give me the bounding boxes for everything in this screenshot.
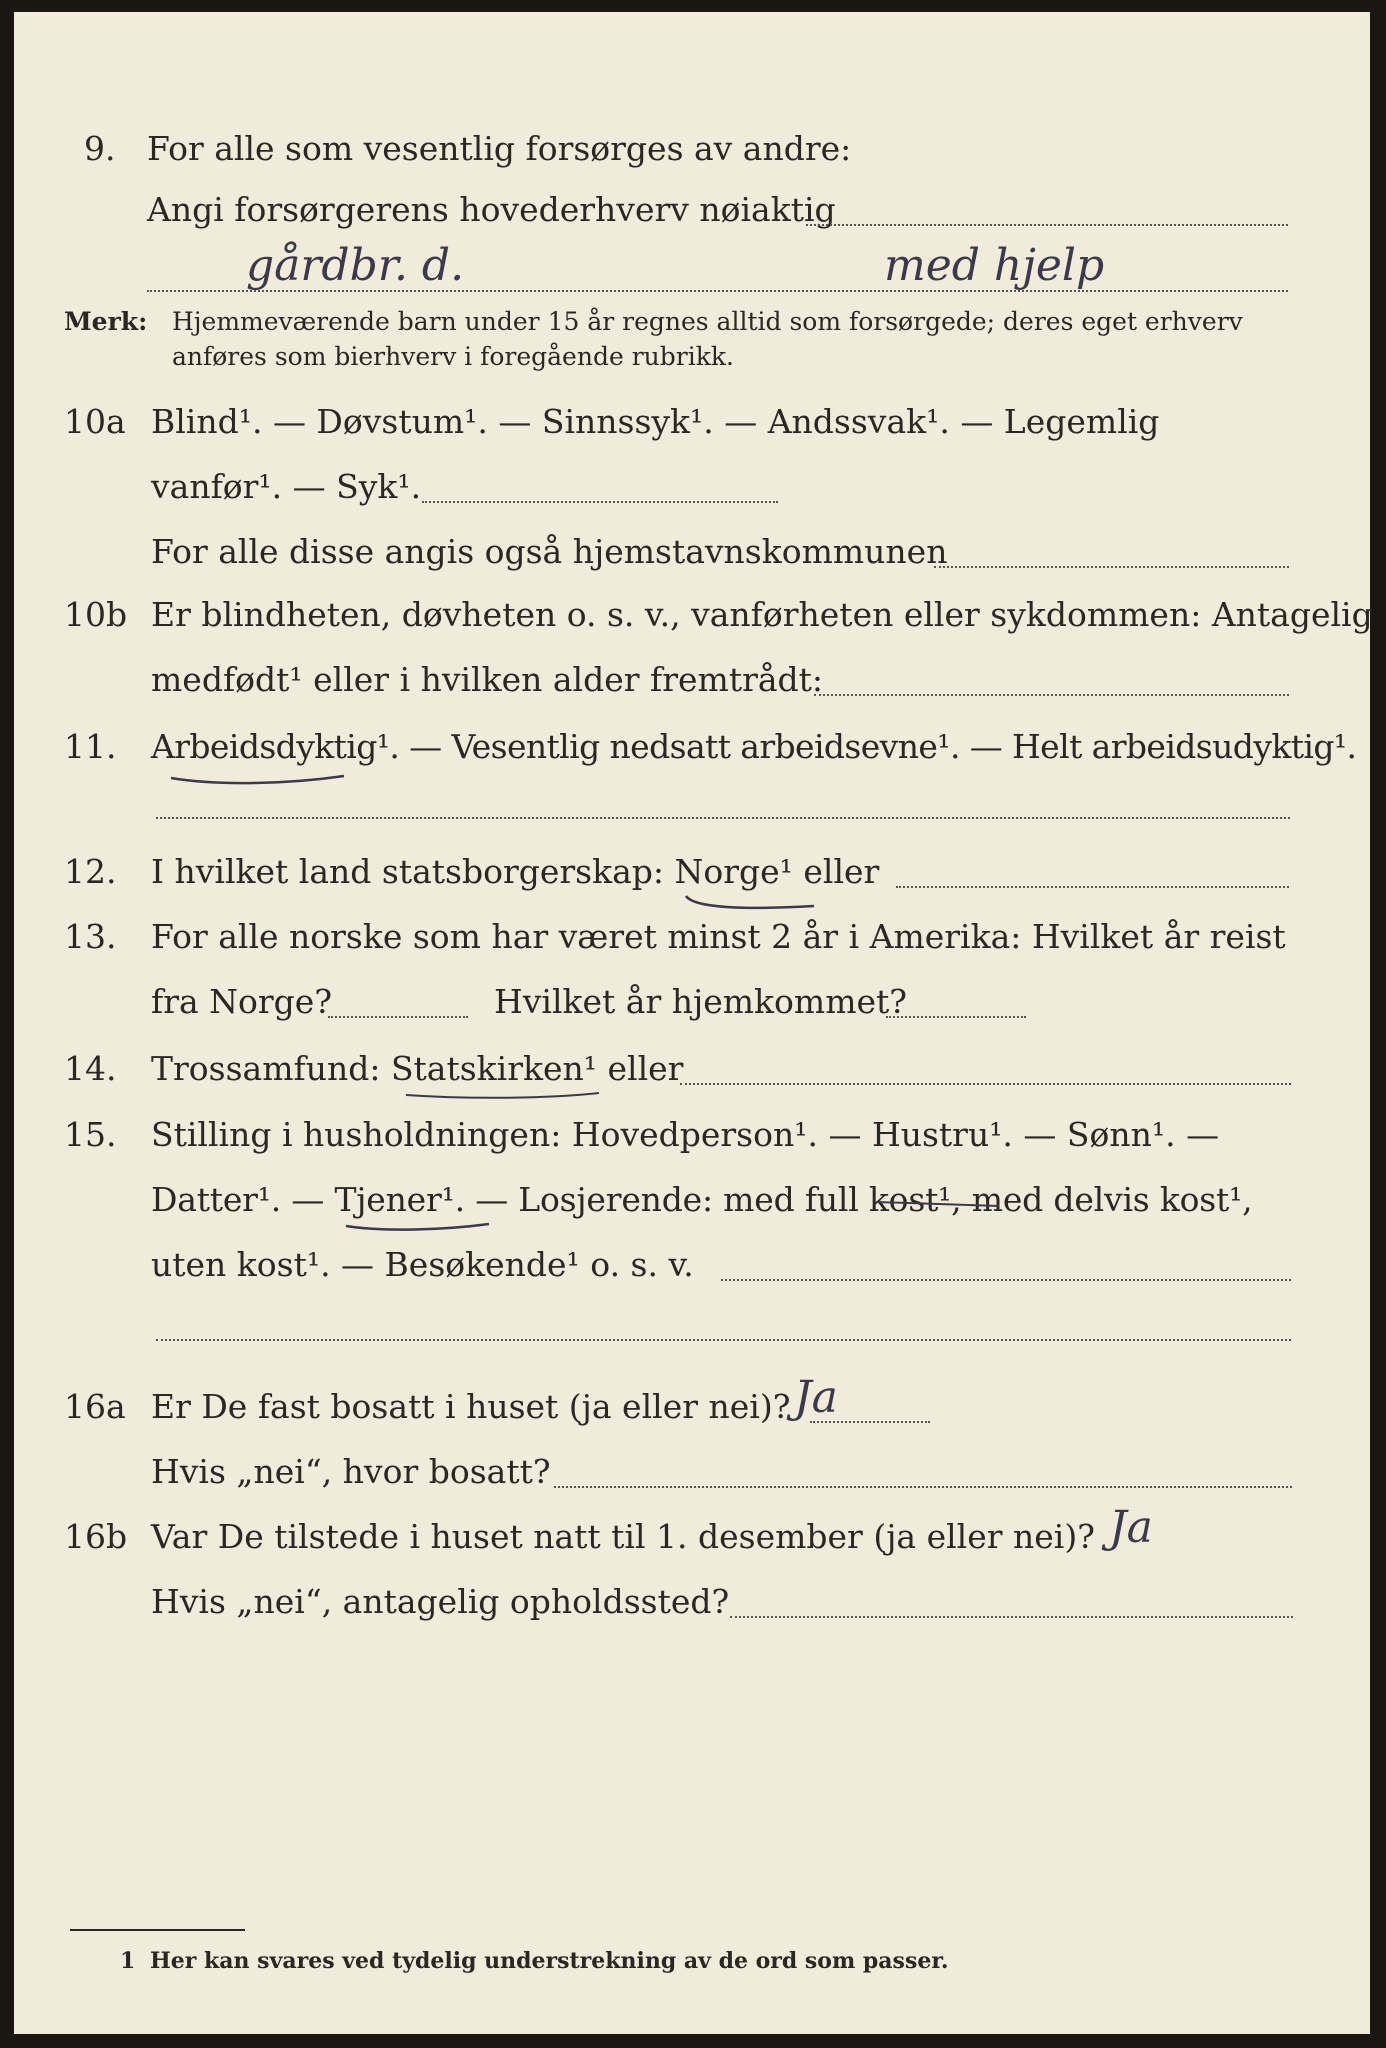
merk-line2: anføres som bierhverv i foregående rubrikk. (172, 342, 734, 371)
q10a-line2: vanfør¹. — Syk¹. (151, 467, 422, 506)
q15-line1: Stilling i husholdningen: Hovedperson¹. — Hustru¹. — Sønn¹. — (151, 1115, 1220, 1154)
q15-line2: Datter¹. — Tjener¹. — Losjerende: med full kost¹, med delvis kost¹, (151, 1180, 1253, 1219)
q15-underline-mark (344, 1220, 494, 1240)
q16a-number: 16a (64, 1387, 126, 1426)
q16b-dotted-line (730, 1616, 1293, 1618)
q11-underline-mark (169, 770, 349, 790)
q16b-number: 16b (64, 1517, 128, 1556)
q13-line2a: fra Norge? (151, 982, 333, 1021)
q14-underline-mark (404, 1089, 604, 1109)
q15-strike-mark (874, 1192, 1004, 1212)
q10a-syk-dotted-line (422, 501, 778, 503)
q16a-line1: Er De fast bosatt i huset (ja eller nei)? (151, 1387, 791, 1426)
q16a-handwritten-answer: Ja (794, 1372, 838, 1423)
footnote-rule (70, 1929, 245, 1931)
q16a-bosatt-dotted-line (554, 1486, 1292, 1488)
q10b-line1: Er blindheten, døvheten o. s. v., vanførheten eller sykdommen: Antagelig (151, 595, 1373, 634)
q9-number: 9. (84, 129, 116, 168)
footnote-text: Her kan svares ved tydelig understrekning av de ord som passer. (150, 1948, 949, 1974)
q10a-number: 10a (64, 402, 126, 441)
q13-number: 13. (64, 917, 117, 956)
q16a-line2: Hvis „nei“, hvor bosatt? (151, 1452, 551, 1491)
q14-number: 14. (64, 1049, 117, 1088)
q9-line1: For alle som vesentlig forsørges av andre: (147, 129, 852, 168)
q13-line1: For alle norske som har været minst 2 år i Amerika: Hvilket år reist (151, 917, 1286, 956)
q15-number: 15. (64, 1115, 117, 1154)
q9-handwritten-answer-2: med hjelp (884, 240, 1105, 291)
q10a-line1: Blind¹. — Døvstum¹. — Sinnssyk¹. — Andssvak¹. — Legemlig (151, 402, 1160, 441)
merk-line1: Hjemmeværende barn under 15 år regnes alltid som forsørgede; deres eget erhverv (172, 307, 1243, 336)
q14-line1: Trossamfund: Statskirken¹ eller (151, 1049, 684, 1088)
q13-hjemkommet-dotted-line (886, 1016, 1026, 1018)
q14-dotted-line (680, 1083, 1291, 1085)
q13-reist-dotted-line (328, 1016, 468, 1018)
q10b-number: 10b (64, 595, 128, 634)
q10a-hjemstavn-dotted-line (934, 566, 1289, 568)
q9-line2: Angi forsørgerens hovederhverv nøiaktig (147, 190, 836, 229)
q15-line3: uten kost¹. — Besøkende¹ o. s. v. (151, 1245, 694, 1284)
q13-line2b: Hvilket år hjemkommet? (494, 982, 907, 1021)
q12-number: 12. (64, 852, 117, 891)
q9-answer-line (147, 290, 1288, 292)
q12-line1: I hvilket land statsborgerskap: Norge¹ eller (151, 852, 880, 891)
q11-line1: Arbeidsdyktig¹. — Vesentlig nedsatt arbeidsevne¹. — Helt arbeidsudyktig¹. (151, 727, 1357, 766)
q9-dotted-line (806, 224, 1288, 226)
q16b-line2: Hvis „nei“, antagelig opholdssted? (151, 1582, 730, 1621)
q10a-line3: For alle disse angis også hjemstavnskommunen (151, 532, 948, 571)
q11-dotted-line (156, 817, 1290, 819)
q12-dotted-line (896, 886, 1289, 888)
q12-underline-mark (684, 892, 819, 914)
census-form-page (14, 12, 1373, 2034)
q9-handwritten-answer: gårdbr. d. (246, 240, 465, 291)
q10b-line2: medfødt¹ eller i hvilken alder fremtrådt: (151, 660, 824, 699)
merk-label: Merk: (64, 307, 148, 336)
q15-answer-line (156, 1339, 1291, 1341)
q16b-line1: Var De tilstede i huset natt til 1. desember (ja eller nei)? (151, 1517, 1095, 1556)
q15-dotted-line (721, 1279, 1291, 1281)
q11-number: 11. (64, 727, 117, 766)
footnote-mark: 1 (120, 1948, 136, 1974)
q10b-dotted-line (814, 694, 1289, 696)
q16b-handwritten-answer: Ja (1109, 1502, 1153, 1553)
